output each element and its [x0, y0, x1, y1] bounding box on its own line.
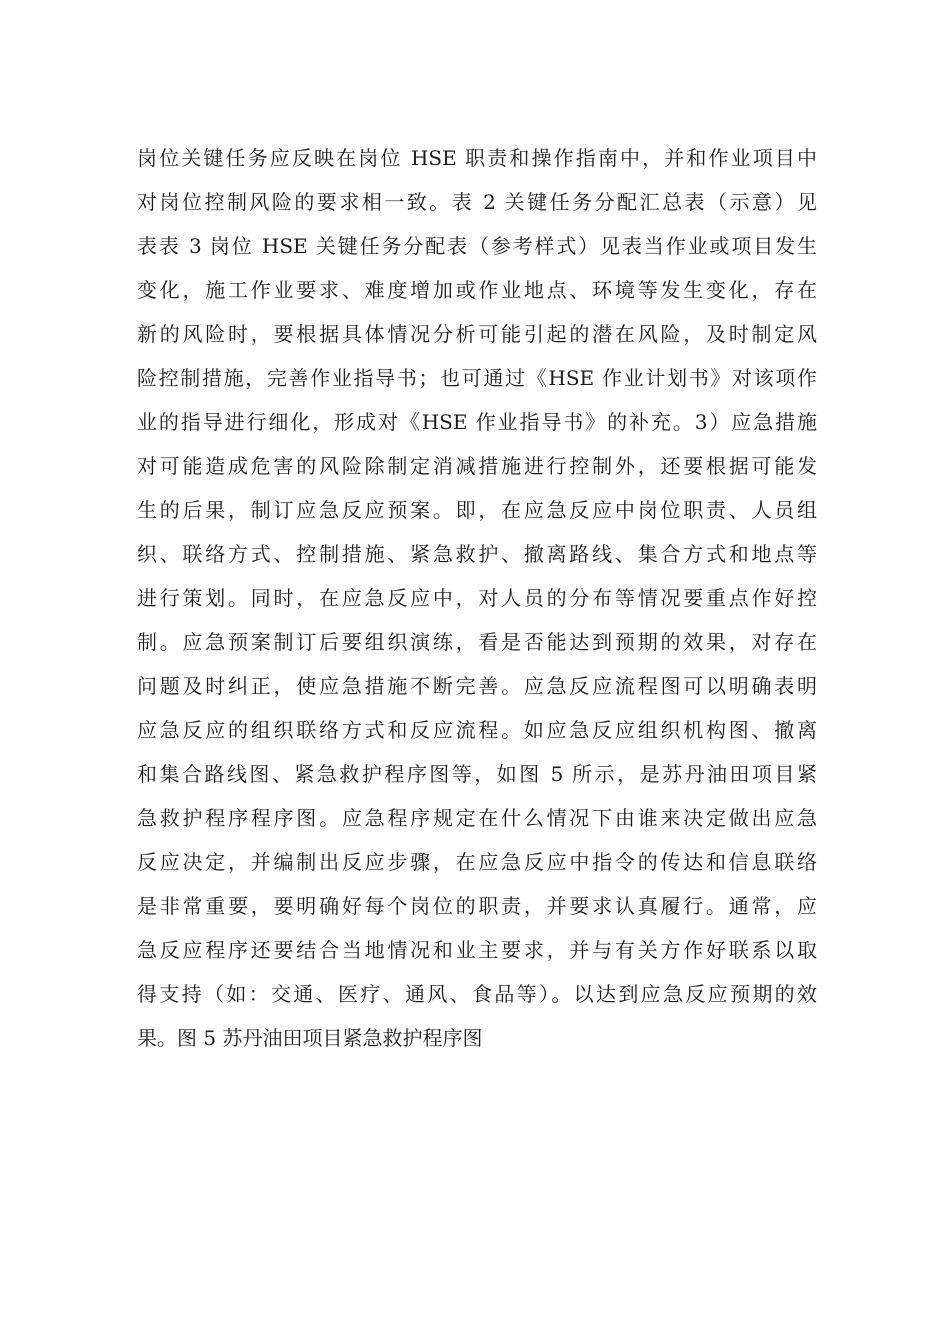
text-line: 问题及时纠正，使应急措施不断完善。应急反应流程图可以明确表明 [137, 674, 817, 698]
text-line: 得支持（如：交通、医疗、通风、食品等）。以达到应急反应预期的效 [137, 982, 817, 1006]
text-line: 是非常重要，要明确好每个岗位的职责，并要求认真履行。通常，应 [137, 894, 817, 918]
text-line: 业的指导进行细化，形成对《HSE 作业指导书》的补充。3）应急措施 [137, 410, 817, 434]
text-line: 反应决定，并编制出反应步骤，在应急反应中指令的传达和信息联络 [137, 850, 817, 874]
text-line: 变化，施工作业要求、难度增加或作业地点、环境等发生变化，存在 [137, 278, 817, 302]
text-line: 表表 3 岗位 HSE 关键任务分配表（参考样式）见表当作业或项目发生 [137, 234, 817, 258]
text-line: 对岗位控制风险的要求相一致。表 2 关键任务分配汇总表（示意）见 [137, 190, 817, 214]
text-line: 岗位关键任务应反映在岗位 HSE 职责和操作指南中，并和作业项目中 [137, 146, 817, 170]
text-line: 制。应急预案制订后要组织演练，看是否能达到预期的效果，对存在 [137, 630, 817, 654]
text-line: 急救护程序程序图。应急程序规定在什么情况下由谁来决定做出应急 [137, 806, 817, 830]
figure-caption-line: 果。图 5 苏丹油田项目紧急救护程序图 [137, 1026, 483, 1050]
text-line: 和集合路线图、紧急救护程序图等，如图 5 所示，是苏丹油田项目紧 [137, 762, 817, 786]
text-line: 对可能造成危害的风险除制定消减措施进行控制外，还要根据可能发 [137, 454, 817, 478]
text-line: 险控制措施，完善作业指导书；也可通过《HSE 作业计划书》对该项作 [137, 366, 817, 390]
text-line: 应急反应的组织联络方式和反应流程。如应急反应组织机构图、撤离 [137, 718, 817, 742]
text-line: 生的后果，制订应急反应预案。即，在应急反应中岗位职责、人员组 [137, 498, 817, 522]
body-paragraph [137, 136, 817, 1060]
text-line: 进行策划。同时，在应急反应中，对人员的分布等情况要重点作好控 [137, 586, 817, 610]
text-line: 急反应程序还要结合当地情况和业主要求，并与有关方作好联系以取 [137, 938, 817, 962]
text-line: 新的风险时，要根据具体情况分析可能引起的潜在风险，及时制定风 [137, 322, 817, 346]
text-line: 织、联络方式、控制措施、紧急救护、撤离路线、集合方式和地点等 [137, 542, 817, 566]
